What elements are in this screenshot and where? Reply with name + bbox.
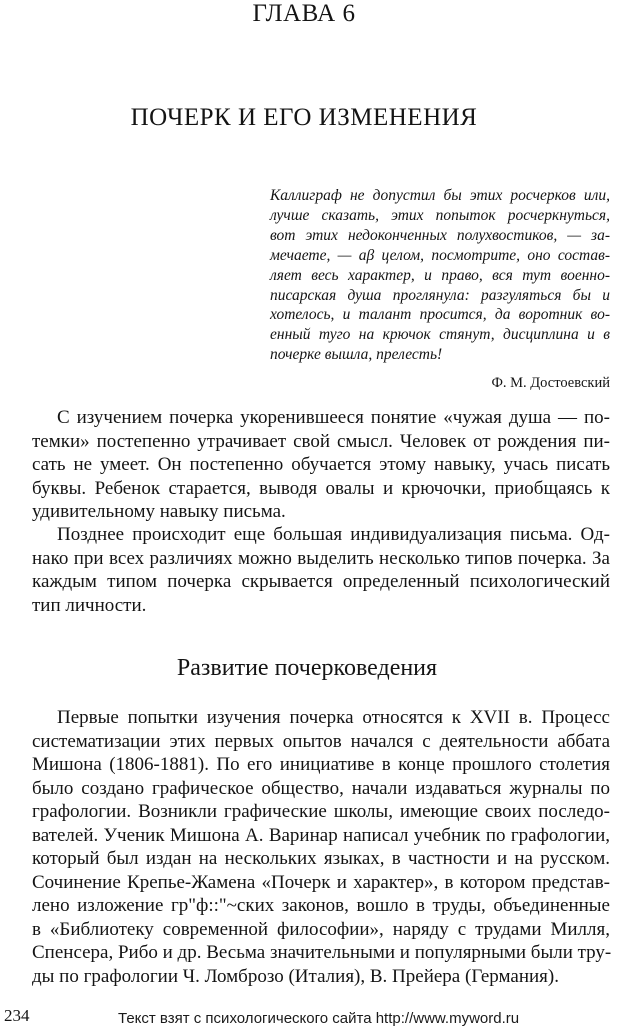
text-line: Мишона (1806-1881). По его инициативе в конце прошлого столетия [32, 754, 610, 775]
epigraph-line: Каллиграф не допустил бы этих росчерков или, [270, 187, 610, 204]
epigraph-line: вот этих недоконченных полухвостиков, — за- [270, 226, 610, 244]
text-line: ды по графологии Ч. Ломброзо (Италия), В. Прейера (Германия). [32, 965, 559, 987]
text-line: темки» постепенно утрачивает свой смысл. Человек от рождения пи- [32, 430, 610, 452]
epigraph-line: мечаете, — аβ целом, посмотрите, оно состав- [270, 246, 610, 264]
text-line: который был издан на нескольких языках, в частности и на русском. [32, 848, 610, 869]
epigraph-line: лучше сказать, этих попыток росчеркнуться, [270, 206, 610, 224]
paragraph-history [32, 706, 610, 988]
text-line: было создано графическое общество, начали издаваться журналы по [32, 777, 610, 799]
epigraph-line: почерке вышла, прелесть! [270, 346, 443, 364]
chapter-label: ГЛАВА 6 [252, 0, 356, 27]
text-line: в «Библиотеку современной философии», наряду с трудами Милля, [32, 918, 610, 940]
epigraph-line: писарская душа проглянула: разгуляться бы и [270, 286, 610, 304]
chapter-title: ПОЧЕРК И ЕГО ИЗМЕНЕНИЯ [130, 104, 478, 131]
page-number: 234 [4, 1006, 30, 1025]
text-line: сать не умеет. Он постепенно обучается этому навыку, учась писать [32, 454, 610, 475]
text-line: Первые попытки изучения почерка относятся к XVII в. Процесс [57, 707, 610, 728]
text-line: графологии. Возникли графические школы, имеющие своих последо- [32, 801, 610, 822]
paragraph-intro [32, 406, 610, 524]
text-line: удивительному навыку письма. [32, 501, 286, 522]
text-line: тип личности. [32, 594, 147, 616]
text-line: нако при всех различиях можно выделить несколько типов почерка. За [32, 547, 610, 569]
text-line: Спенсера, Рибо и др. Весьма значительными и популярными были тру- [32, 942, 612, 963]
epigraph-line: енный туго на крючок стянут, дисциплина и в [270, 326, 610, 344]
text-line: лено изложение гр"ф::"~ских законов, вошло в труды, объединенные [32, 895, 610, 916]
paragraph-types [32, 523, 610, 617]
text-line: буквы. Ребенок старается, выводя овалы и крючочки, приобщаясь к [32, 477, 610, 499]
text-line: Позднее происходит еще большая индивидуализация письма. Од- [57, 524, 610, 545]
text-line: Сочинение Крепье-Жамена «Почерк и характер», в котором представ- [32, 871, 610, 893]
footer-source-text: Текст взят с психологического сайта http://www.myword.ru [118, 1010, 520, 1027]
text-line: С изучением почерка укоренившееся понятие «чужая душа — по- [57, 407, 610, 428]
text-line: систематизации этих первых опытов начался с деятельности аббата [32, 730, 610, 752]
epigraph [270, 186, 610, 393]
section-title: Развитие почерковедения [176, 655, 438, 681]
epigraph-line: хотелось, и талант просится, да воротник во- [270, 306, 610, 324]
text-line: вателей. Ученик Мишона А. Варинар написал учебник по графологии, [32, 824, 610, 846]
epigraph-line: ляет весь характер, и право, вся тут военно- [270, 266, 610, 284]
epigraph-author: Ф. М. Достоевский [491, 375, 610, 392]
text-line: каждым типом почерка скрывается определенный психологический [32, 571, 610, 592]
